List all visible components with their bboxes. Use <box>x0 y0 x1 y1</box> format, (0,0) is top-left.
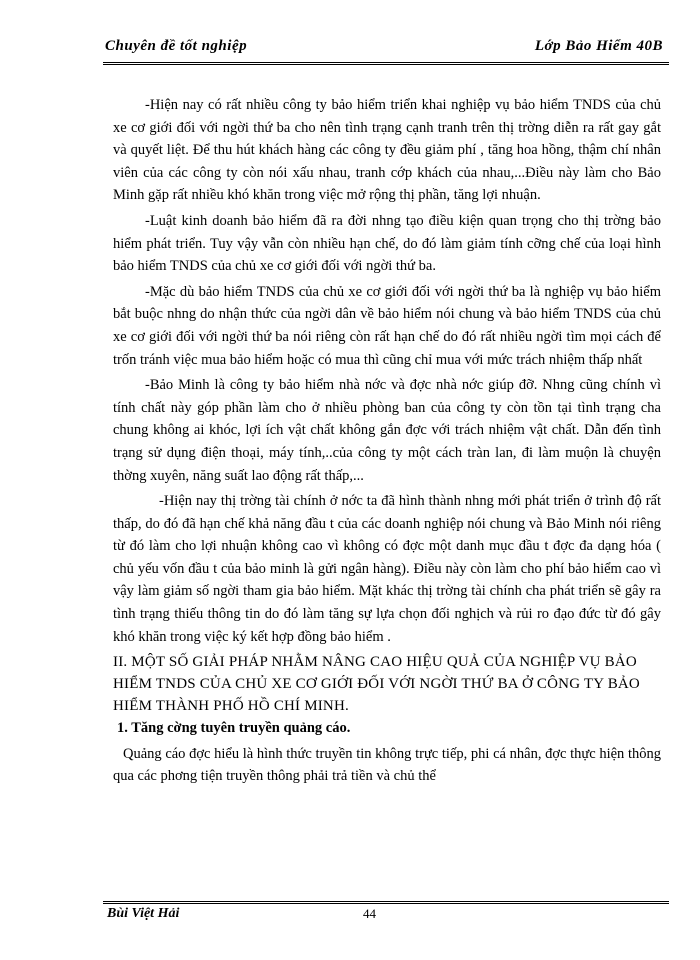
paragraph-compulsory-insurance: -Mặc dù bảo hiểm TNDS của chủ xe cơ giới đối với ngời thứ ba là nghiệp vụ bảo hiểm bắt buộc nhng do nhận thức của ngời dân về bảo hiểm nói chung và bảo hiểm TNDS của chủ xe cơ giới đối với ngời thứ ba nói riêng còn rất hạn chế do đó rất nhiều ngời tìm mọi cách để trốn tránh việc mua bảo hiểm hoặc có mua thì cũng chỉ mua với mức trách nhiệm thấp nhất <box>113 283 661 368</box>
paragraph-competition: -Hiện nay có rất nhiều công ty bảo hiểm triển khai nghiệp vụ bảo hiểm TNDS của chủ xe cơ giới đối với ngời thứ ba cho nên tình trạng cạnh tranh trên thị trờng diễn ra rất gay gắt và quyết liệt. Để thu hút khách hàng các công ty đều giảm phí , tăng hoa hồng, thậm chí nhân viên của các công ty còn nói xấu nhau, tranh cớp khách của nhau,...Điều này làm cho Bảo Minh gặp rất nhiều khó khăn trong việc mở rộng thị phần, tăng lợi nhuận. <box>113 97 661 204</box>
header-document-type: Chuyên đề tốt nghiệp <box>105 38 248 54</box>
page-header <box>103 38 669 62</box>
page-number: 44 <box>363 906 376 921</box>
footer-author: Bùi Việt Hải <box>107 906 180 921</box>
document-body <box>113 94 661 788</box>
section-heading: II. MỘT SỐ GIẢI PHÁP NHẰM NÂNG CAO HIỆU QUẢ CỦA NGHIỆP VỤ BẢO HIỂM TNDS CỦA CHỦ XE CƠ GIỚI ĐỐI VỚI NGỜI THỨ BA Ở CÔNG TY BẢO HIỂM THÀNH PHỐ HỒ CHÍ MINH. <box>113 654 640 715</box>
header-class-name: Lớp Bảo Hiểm 40B <box>534 38 663 54</box>
header-rule <box>103 62 669 65</box>
subsection-heading: 1. Tăng cờng tuyên truyền quảng cáo. <box>117 720 351 737</box>
footer-rule <box>103 901 669 904</box>
paragraph-insurance-law: -Luật kinh doanh bảo hiểm đã ra đời nhng tạo điều kiện quan trọng cho thị trờng bảo hiểm phát triển. Tuy vậy vẫn còn nhiều hạn chế, do đó làm giảm tính cỡng chế của loại hình bảo hiểm TNDS của chủ xe cơ giới đối với ngời thứ ba. <box>113 212 661 275</box>
paragraph-advertising: Quảng cáo đợc hiểu là hình thức truyền tin không trực tiếp, phi cá nhân, đợc thực hiện thông qua các phơng tiện truyền thông phải trả tiền và chủ thể <box>113 745 661 785</box>
paragraph-financial-market: -Hiện nay thị trờng tài chính ở nớc ta đã hình thành nhng mới phát triển ở trình độ rất thấp, do đó đã hạn chế khả năng đầu t của các doanh nghiệp nói chung và Bảo Minh nói riêng từ đó làm cho lợi nhuận không cao vì không có đợc một danh mục đầu t đợc đa dạng hóa ( chủ yếu vốn đầu t của bảo minh là gửi ngân hàng). Điều này còn làm cho phí bảo hiểm cao vì vậy làm giảm số ngời tham gia bảo hiểm. Mặt khác thị trờng tài chính cha phát triển sẽ gây ra tình trạng thiếu thông tin do đó làm tăng sự lựa chọn đối nghịch và rủi ro đạo đức từ đó gây khó khăn trong việc ký kết hợp đồng bảo hiểm . <box>113 493 661 645</box>
page-footer <box>103 906 669 928</box>
paragraph-state-company: -Bảo Minh là công ty bảo hiểm nhà nớc và đợc nhà nớc giúp đỡ. Nhng cũng chính vì tính chất này góp phần làm cho ở nhiều phòng ban của công ty còn tồn tại tình trạng cha chung không ai khóc, lợi ích vật chất không gắn đợc với trách nhiệm vật chất. Dẫn đến tình trạng sử dụng điện thoại, máy tính,..của công ty một cách tràn lan, đi làm muộn là chuyện thờng xuyên, năng suất lao động rất thấp,... <box>113 377 661 484</box>
